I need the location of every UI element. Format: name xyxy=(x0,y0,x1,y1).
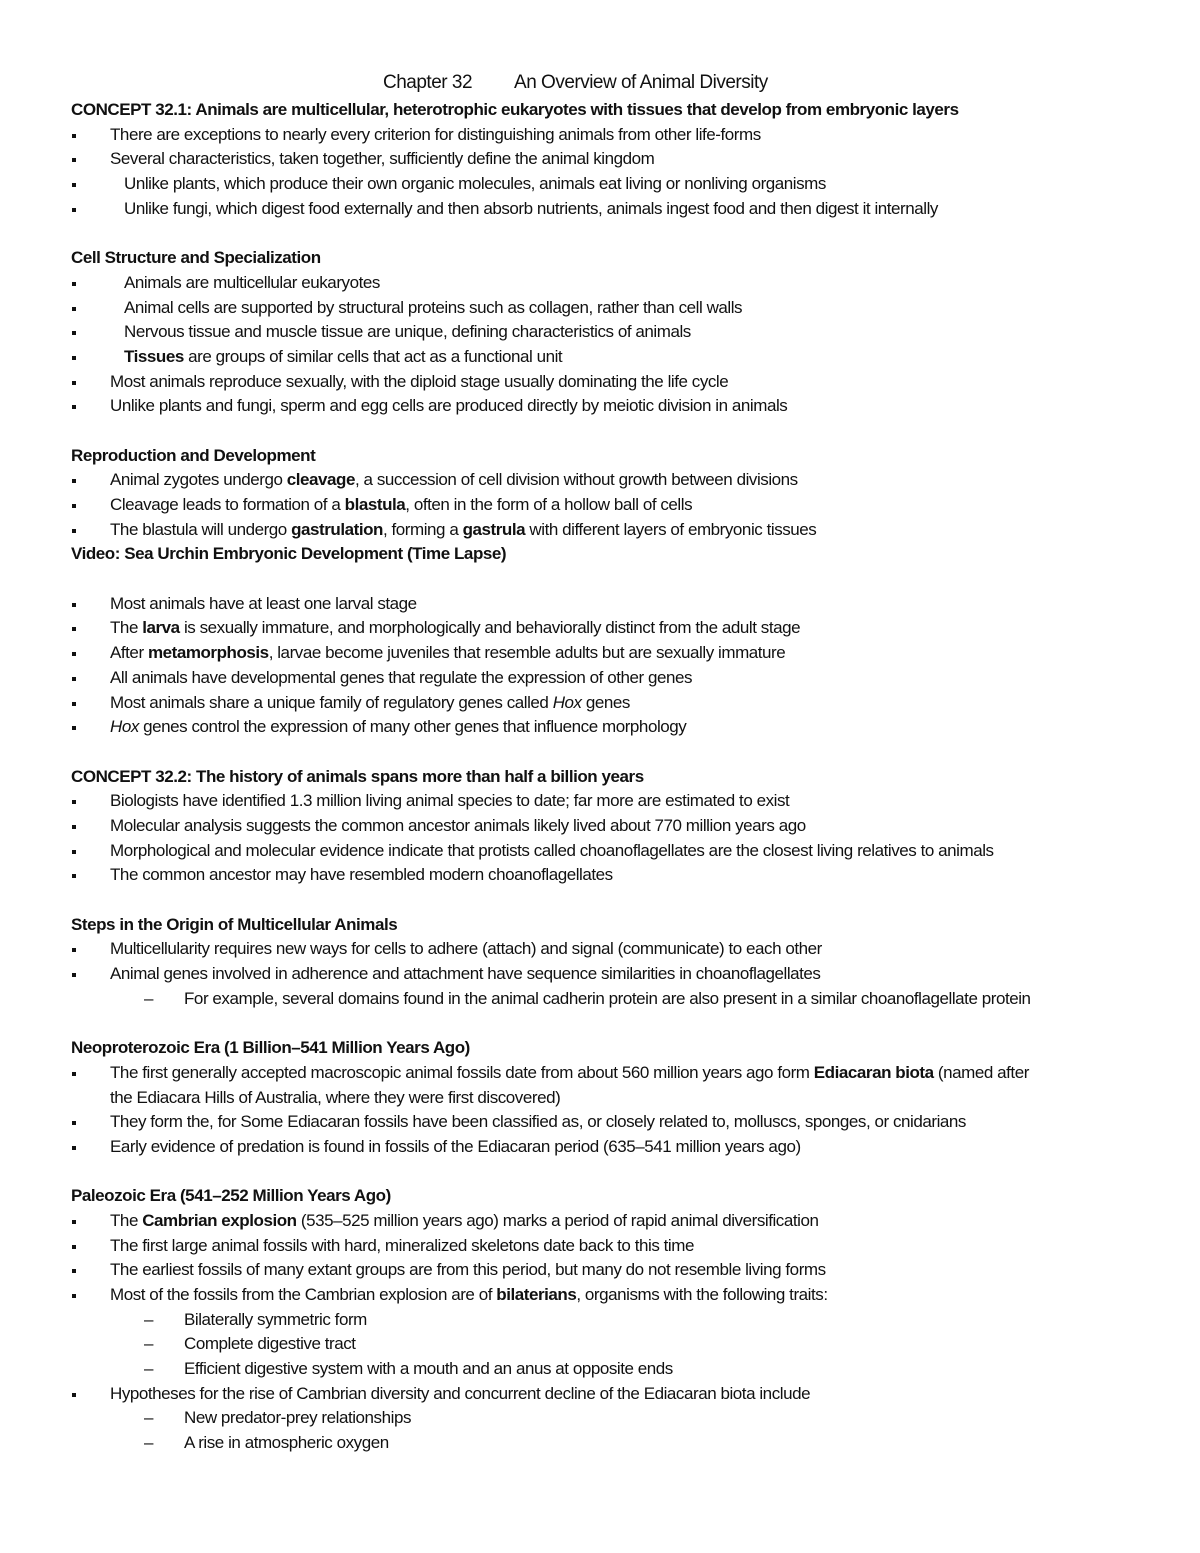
dash-icon: – xyxy=(144,1359,154,1379)
bullet-text: The xyxy=(110,618,143,638)
bullet-icon xyxy=(72,1393,76,1397)
bullet-text: Several characteristics, taken together, sufficiently define the animal kingdom xyxy=(110,149,655,169)
bullet-icon xyxy=(72,652,76,656)
bullet-item xyxy=(71,1234,1143,1259)
bullet-icon xyxy=(72,1220,76,1224)
bullet-icon xyxy=(72,603,76,607)
chapter-name: An Overview of Animal Diversity xyxy=(514,72,768,93)
italic-term: Hox xyxy=(110,717,139,737)
key-term: bilaterians xyxy=(496,1285,577,1304)
key-term: cleavage xyxy=(286,470,356,490)
bullet-item xyxy=(71,147,1143,172)
sub-bullet-item xyxy=(71,1308,1143,1333)
bullet-item xyxy=(71,641,1143,666)
bullet-item xyxy=(71,468,1143,493)
bullet-item xyxy=(71,1209,1143,1234)
sub-bullet-text: Complete digestive tract xyxy=(184,1334,356,1354)
bullet-text: Animal zygotes undergo xyxy=(110,470,287,490)
bullet-text: with different layers of embryonic tissues xyxy=(525,519,817,539)
bullet-item xyxy=(71,1061,1143,1086)
bullet-text: Morphological and molecular evidence indicate that protists called choanoflagellates are the closest living relatives to animals xyxy=(110,840,994,860)
bullet-icon xyxy=(72,381,76,385)
bullet-icon xyxy=(72,627,76,631)
bullet-text: Early evidence of predation is found in fossils of the Ediacaran period (635–541 million years ago) xyxy=(110,1136,801,1156)
sub-bullet-item xyxy=(71,1332,1143,1357)
bullet-text: Multicellularity requires new ways for cells to adhere (attach) and signal (communicate) to each other xyxy=(110,939,822,959)
bullet-text: the Ediacara Hills of Australia, where they were first discovered) xyxy=(110,1087,561,1107)
bullet-text: Biologists have identified 1.3 million living animal species to date; far more are estimated to exist xyxy=(110,791,790,811)
key-term: blastula xyxy=(344,495,406,514)
bullet-item xyxy=(71,814,1143,839)
key-term: Ediacaran biota xyxy=(813,1062,934,1082)
sub-bullet-text: Efficient digestive system with a mouth and an anus at opposite ends xyxy=(184,1359,673,1379)
bullet-text: Hypotheses for the rise of Cambrian diversity and concurrent decline of the Ediacaran biota include xyxy=(110,1383,811,1403)
sub-bullet-text: Bilaterally symmetric form xyxy=(184,1309,367,1329)
bullet-item xyxy=(71,789,1143,814)
bullet-item xyxy=(71,271,1143,296)
bullet-icon xyxy=(72,1245,76,1249)
bullet-text: are groups of similar cells that act as a functional unit xyxy=(183,346,563,366)
key-term: Tissues xyxy=(124,346,184,366)
bullet-item xyxy=(71,197,1143,222)
section-heading: Cell Structure and Specialization xyxy=(71,248,321,268)
sub-bullet-item xyxy=(71,1431,1143,1456)
concept-heading: CONCEPT 32.2: The history of animals spans more than half a billion years xyxy=(71,766,644,786)
bullet-text: (named after xyxy=(933,1062,1029,1082)
bullet-icon xyxy=(72,183,76,187)
bullet-icon xyxy=(72,158,76,162)
bullet-text: After xyxy=(110,643,148,663)
bullet-icon xyxy=(72,208,76,212)
bullet-text: The common ancestor may have resembled modern choanoflagellates xyxy=(110,865,613,885)
bullet-text: Most animals have at least one larval stage xyxy=(110,593,417,613)
bullet-icon xyxy=(72,726,76,730)
document-body xyxy=(71,98,1143,1456)
bullet-icon xyxy=(72,850,76,854)
chapter-number: Chapter 32 xyxy=(383,72,473,93)
bullet-text: Unlike plants, which produce their own organic molecules, animals eat living or nonliving organisms xyxy=(124,174,826,194)
bullet-item xyxy=(71,296,1143,321)
bullet-icon xyxy=(72,1294,76,1298)
bullet-continuation xyxy=(71,1086,1143,1111)
bullet-icon xyxy=(72,800,76,804)
bullet-text: Most of the fossils from the Cambrian explosion are of xyxy=(110,1285,497,1304)
bullet-icon xyxy=(72,1146,76,1150)
bullet-icon xyxy=(72,1121,76,1125)
section-heading: Paleozoic Era (541–252 Million Years Ago) xyxy=(71,1186,391,1206)
section-heading: Steps in the Origin of Multicellular Animals xyxy=(71,914,398,934)
italic-term: Hox xyxy=(552,692,582,712)
bullet-text: Animals are multicellular eukaryotes xyxy=(124,272,380,292)
bullet-item xyxy=(71,394,1143,419)
bullet-text: is sexually immature, and morphologically and behaviorally distinct from the adult stage xyxy=(179,618,801,638)
bullet-text: genes control the expression of many other genes that influence morphology xyxy=(138,717,687,737)
bullet-text: The xyxy=(110,1210,143,1230)
bullet-text: genes xyxy=(581,692,630,712)
bullet-icon xyxy=(72,1072,76,1076)
sub-bullet-item xyxy=(71,987,1143,1012)
bullet-item xyxy=(71,1382,1143,1407)
bullet-icon xyxy=(72,1269,76,1273)
bullet-text: Animal genes involved in adherence and attachment have sequence similarities in choanoflagellates xyxy=(110,964,821,984)
bullet-text: Molecular analysis suggests the common ancestor animals likely lived about 770 million years ago xyxy=(110,815,806,835)
bullet-item xyxy=(71,518,1143,543)
bullet-text: Unlike plants and fungi, sperm and egg cells are produced directly by meiotic division in animals xyxy=(110,396,788,416)
bullet-icon xyxy=(72,677,76,681)
bullet-item xyxy=(71,691,1143,716)
bullet-icon xyxy=(72,405,76,409)
section-heading: Reproduction and Development xyxy=(71,445,316,465)
bullet-item xyxy=(71,370,1143,395)
bullet-item xyxy=(71,345,1143,370)
bullet-text: The first large animal fossils with hard, mineralized skeletons date back to this time xyxy=(110,1235,694,1255)
bullet-text: , forming a xyxy=(382,519,463,539)
bullet-icon xyxy=(72,973,76,977)
dash-icon: – xyxy=(144,1334,154,1354)
bullet-icon xyxy=(72,134,76,138)
dash-icon: – xyxy=(144,1408,154,1428)
key-term: Cambrian explosion xyxy=(142,1210,297,1230)
bullet-item xyxy=(71,592,1143,617)
bullet-text: , a succession of cell division without growth between divisions xyxy=(355,470,798,490)
bullet-text: , larvae become juveniles that resemble adults but are sexually immature xyxy=(268,643,786,663)
bullet-item xyxy=(71,616,1143,641)
sub-bullet-text: For example, several domains found in the animal cadherin protein are also present in a similar choanoflagellate protein xyxy=(184,988,1031,1008)
bullet-item xyxy=(71,320,1143,345)
bullet-item xyxy=(71,666,1143,691)
key-term: metamorphosis xyxy=(147,643,269,663)
bullet-icon xyxy=(72,307,76,311)
bullet-text: They form the, for Some Ediacaran fossils have been classified as, or closely related to, molluscs, sponges, or cnidarians xyxy=(110,1112,966,1132)
sub-bullet-text: New predator-prey relationships xyxy=(184,1408,411,1428)
bullet-item xyxy=(71,863,1143,888)
bullet-item xyxy=(71,1135,1143,1160)
bullet-icon xyxy=(72,356,76,360)
dash-icon: – xyxy=(144,1433,154,1453)
dash-icon: – xyxy=(144,988,154,1008)
bullet-icon xyxy=(72,282,76,286)
bullet-text: All animals have developmental genes that regulate the expression of other genes xyxy=(110,667,693,687)
bullet-text: Unlike fungi, which digest food externally and then absorb nutrients, animals ingest food and then digest it internally xyxy=(124,198,938,218)
concept-heading: CONCEPT 32.1: Animals are multicellular, heterotrophic eukaryotes with tissues that develop from embryonic layers xyxy=(71,100,959,119)
bullet-text: The blastula will undergo xyxy=(110,519,292,539)
bullet-item xyxy=(71,937,1143,962)
bullet-icon xyxy=(72,825,76,829)
bullet-icon xyxy=(72,331,76,335)
bullet-item xyxy=(71,1110,1143,1135)
bullet-icon xyxy=(72,504,76,508)
bullet-text: Most animals share a unique family of regulatory genes called xyxy=(110,692,553,712)
bullet-icon xyxy=(72,702,76,706)
bullet-icon xyxy=(72,948,76,952)
sub-bullet-text: A rise in atmospheric oxygen xyxy=(184,1433,389,1453)
bullet-item xyxy=(71,1283,1143,1308)
key-term: larva xyxy=(142,618,180,638)
bullet-item xyxy=(71,172,1143,197)
bullet-text: , organisms with the following traits: xyxy=(576,1285,828,1304)
bullet-icon xyxy=(72,874,76,878)
bullet-icon xyxy=(72,529,76,533)
bullet-text: Animal cells are supported by structural proteins such as collagen, rather than cell walls xyxy=(124,297,743,317)
sub-bullet-item xyxy=(71,1406,1143,1431)
key-term: gastrula xyxy=(462,519,526,539)
page-title xyxy=(383,72,768,94)
bullet-item xyxy=(71,123,1143,148)
bullet-item xyxy=(71,962,1143,987)
bullet-item xyxy=(71,839,1143,864)
bullet-text: The first generally accepted macroscopic animal fossils date from about 560 million years ago form xyxy=(110,1062,814,1082)
bullet-text: Nervous tissue and muscle tissue are unique, defining characteristics of animals xyxy=(124,322,691,342)
dash-icon: – xyxy=(144,1309,154,1329)
bullet-text: Most animals reproduce sexually, with the diploid stage usually dominating the life cycle xyxy=(110,371,729,391)
video-heading: Video: Sea Urchin Embryonic Development (Time Lapse) xyxy=(71,544,507,564)
bullet-text: , often in the form of a hollow ball of cells xyxy=(405,495,693,514)
bullet-item xyxy=(71,715,1143,740)
bullet-text: There are exceptions to nearly every criterion for distinguishing animals from other life-forms xyxy=(110,124,761,144)
sub-bullet-item xyxy=(71,1357,1143,1382)
section-heading: Neoproterozoic Era (1 Billion–541 Million Years Ago) xyxy=(71,1038,470,1058)
bullet-icon xyxy=(72,479,76,483)
bullet-item xyxy=(71,493,1143,518)
bullet-item xyxy=(71,1258,1143,1283)
bullet-text: The earliest fossils of many extant groups are from this period, but many do not resemble living forms xyxy=(110,1260,826,1280)
bullet-text: Cleavage leads to formation of a xyxy=(110,495,345,514)
key-term: gastrulation xyxy=(291,519,383,539)
bullet-text: (535–525 million years ago) marks a period of rapid animal diversification xyxy=(296,1210,819,1230)
